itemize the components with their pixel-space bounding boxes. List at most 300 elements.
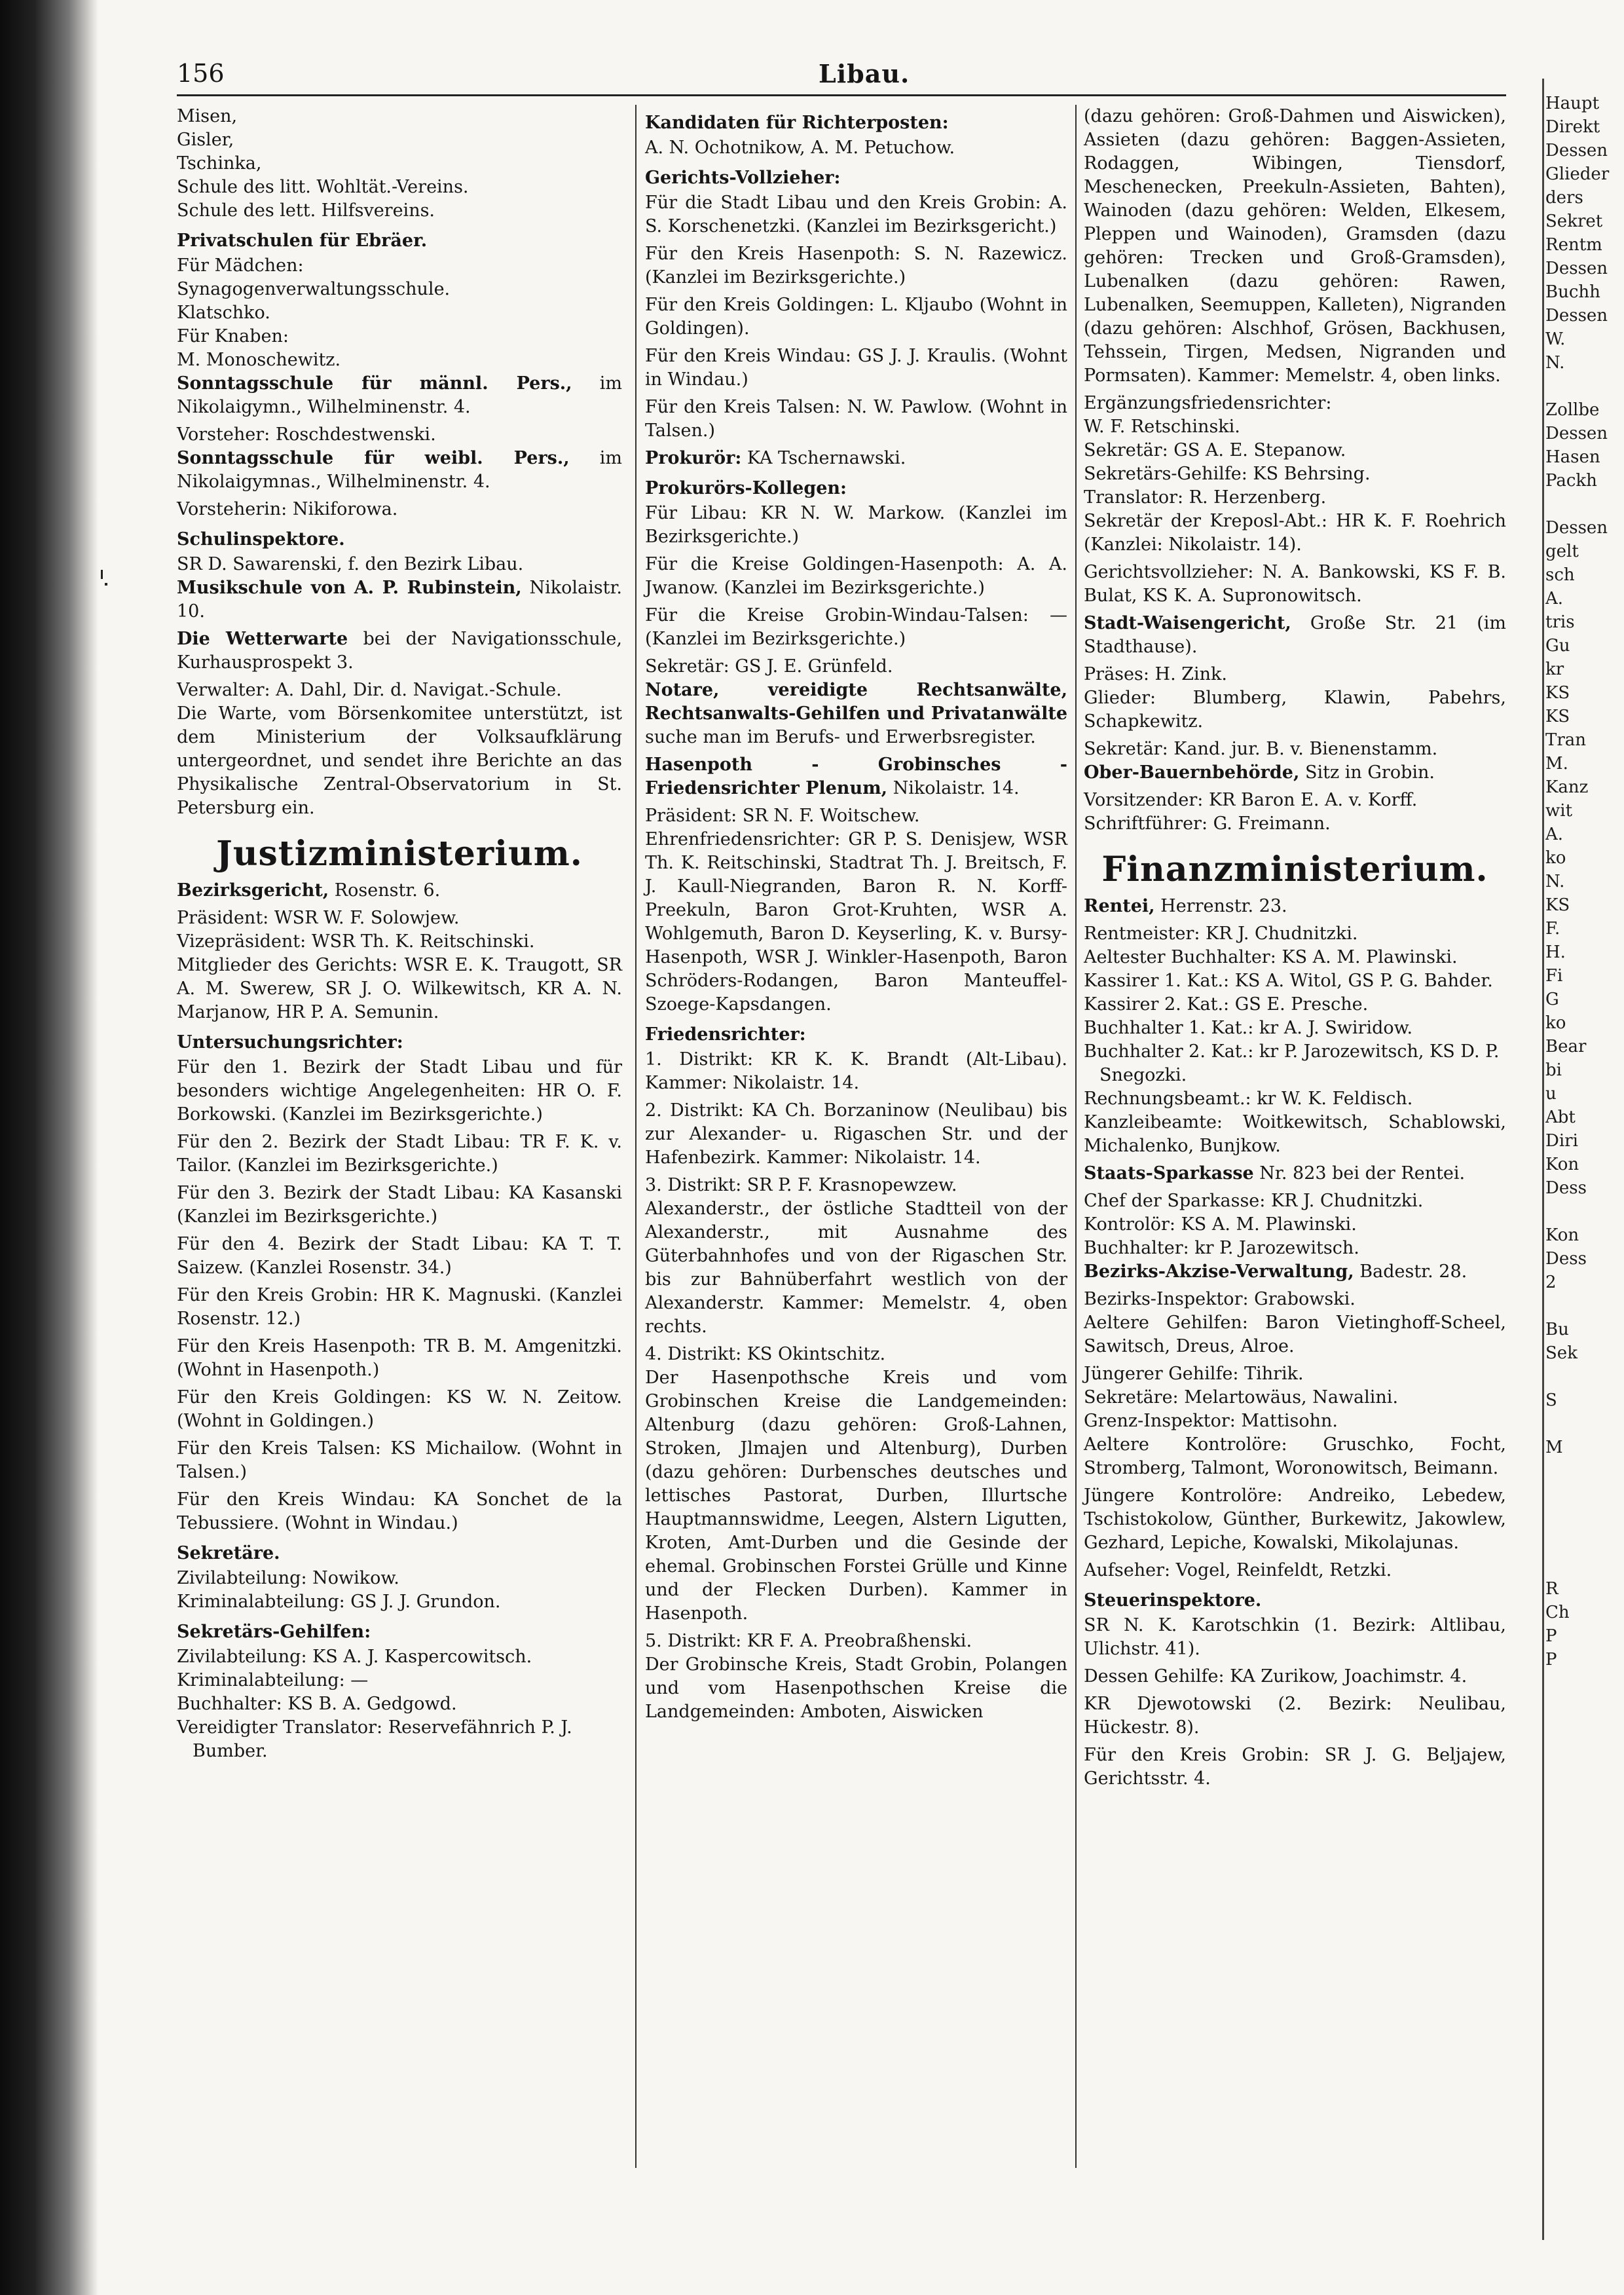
next-page-line: N. xyxy=(1545,872,1565,891)
entry-label: Staats-Sparkasse xyxy=(1084,1163,1254,1184)
entry-paragraph xyxy=(177,1130,622,1178)
entry-text: Buchhalter: kr P. Jarozewitsch. xyxy=(1084,1238,1359,1258)
entry-text: Grenz-Inspektor: Mattisohn. xyxy=(1084,1411,1338,1431)
next-page-line: ko xyxy=(1545,1013,1566,1033)
section-heading: Steuerinspektore. xyxy=(1084,1590,1262,1611)
entry-text: Der Grobinsche Kreis, Stadt Grobin, Polangen und vom Hasenpothschen Kreise die Landgemeinden: Amboten, Aiswicken xyxy=(645,1654,1067,1722)
ministry-heading: Justizministerium. xyxy=(216,834,583,874)
entry-text: Gisler, xyxy=(177,130,234,150)
entry-text: KR Djewotowski (2. Bezirk: Neulibau, Hückestr. 8). xyxy=(1084,1694,1506,1738)
next-page-line: Sek xyxy=(1545,1343,1578,1363)
entry-text: Für den Kreis Goldingen: KS W. N. Zeitow. (Wohnt in Goldingen.) xyxy=(177,1387,622,1431)
entry-text: 5. Distrikt: KR F. A. Preobraßhenski. xyxy=(645,1631,972,1651)
entry-paragraph xyxy=(177,954,622,1024)
entry-text: Für den 3. Bezirk der Stadt Libau: KA Kasanski (Kanzlei im Bezirksgerichte.) xyxy=(177,1183,622,1227)
entry-text: Für den Kreis Grobin: HR K. Magnuski. (Kanzlei Rosenstr. 12.) xyxy=(177,1285,622,1329)
entry-text: Synagogenverwaltungsschule. xyxy=(177,279,451,299)
entry-paragraph xyxy=(1084,761,1506,785)
entry-text: Aeltester Buchhalter: KS A. M. Plawinski. xyxy=(1084,947,1458,967)
entry-line xyxy=(177,254,622,278)
entry-paragraph xyxy=(645,242,1067,289)
next-page-line: KS xyxy=(1545,683,1570,703)
next-page-line: Fi xyxy=(1545,966,1563,986)
next-page-line: G xyxy=(1545,990,1559,1009)
next-page-line: wit xyxy=(1545,801,1573,821)
next-page-line: Buchh xyxy=(1545,282,1600,302)
entry-text: Für den 4. Bezirk der Stadt Libau: KA T. T. Saizew. (Kanzlei Rosenstr. 34.) xyxy=(177,1234,622,1278)
entry-line xyxy=(177,348,622,372)
entry-text: Aufseher: Vogel, Reinfeldt, Retzki. xyxy=(1084,1560,1392,1580)
next-page-line xyxy=(1545,1483,1624,1506)
next-page-line: ders xyxy=(1545,188,1583,208)
entry-text: Sitz in Grobin. xyxy=(1299,762,1435,783)
entry-line xyxy=(177,930,622,954)
entry-line xyxy=(177,176,622,199)
next-page-line: ko xyxy=(1545,848,1566,868)
entry-paragraph xyxy=(1084,686,1506,734)
entry-line xyxy=(1084,1017,1506,1040)
entry-text: bei der Navigationsschule, Kurhausprospekt 3. xyxy=(177,629,622,673)
entry-line xyxy=(177,679,622,702)
entry-line xyxy=(1084,462,1506,486)
entry-line xyxy=(177,105,622,128)
entry-text: Rechnungsbeamt.: kr W. K. Feldisch. xyxy=(1084,1089,1413,1109)
entry-text: Vorsteherin: Nikiforowa. xyxy=(177,499,398,519)
entry-label: Notare, vereidigte Rechtsanwälte, Rechtsanwalts-Gehilfen und Privatanwälte xyxy=(645,680,1067,724)
entry-text: (dazu gehören: Groß-Dahmen und Aiswicken), Assieten (dazu gehören: Baggen-Assieten, Rodaggen, Wibingen, Tiensdorf, Meschenecken, Preekuln-Assieten, Bahten), Wainoden (dazu gehören: Welden, Elkesem, Pleppen und Wainoden), Gramsden (dazu gehören: Trecken und Groß-Gramsden), Lubenalken (dazu gehören: Rawen, Lubenalken, Seemuppen, Kalleten), Nigranden (dazu gehören: Alschhof, Grösen, Backhusen, Tehssein, Tirgen, Medsen, Nigranden und Pormsaten). Kammer: Memelstr. 4, oben links. xyxy=(1084,106,1506,386)
next-page-line: Dessen xyxy=(1545,306,1608,326)
section-heading: Sekretäre. xyxy=(177,1543,280,1563)
next-page-line xyxy=(1545,375,1624,398)
next-page-line: M xyxy=(1545,1438,1563,1457)
entry-paragraph xyxy=(1084,1614,1506,1661)
entry-text: Sekretär der Kreposl-Abt.: HR K. F. Roehrich (Kanzlei: Nikolaistr. 14). xyxy=(1084,511,1506,555)
page-number: 156 xyxy=(177,59,225,88)
next-page-line: Dessen xyxy=(1545,424,1608,443)
entry-line xyxy=(1084,993,1506,1017)
entry-text: Kriminalabteilung: — xyxy=(177,1670,369,1690)
entry-paragraph xyxy=(1084,895,1506,918)
entry-paragraph xyxy=(1084,1744,1506,1791)
entry-line xyxy=(645,1343,1067,1366)
next-page-line: Bear xyxy=(1545,1037,1587,1056)
entry-text: Nikolaistr. 14. xyxy=(887,778,1020,798)
column-middle xyxy=(645,105,1067,1728)
entry-paragraph xyxy=(1084,561,1506,608)
next-page-line: Bu xyxy=(1545,1320,1569,1339)
entry-paragraph xyxy=(1084,1162,1506,1185)
entry-paragraph xyxy=(177,879,622,903)
entry-text: Für die Stadt Libau und den Kreis Grobin: A. S. Korschenetzki. (Kanzlei im Bezirksgericht.) xyxy=(645,193,1067,236)
entry-line xyxy=(1084,392,1506,415)
entry-line xyxy=(1084,1362,1506,1386)
entry-paragraph xyxy=(177,1437,622,1484)
next-page-line: Glieder xyxy=(1545,164,1610,184)
entry-text: 2. Distrikt: KA Ch. Borzaninow (Neulibau) bis zur Alexander- u. Rigaschen Str. und der Hafenbezirk. Kammer: Nikolaistr. 14. xyxy=(645,1100,1067,1168)
entry-text: Mitglieder des Gerichts: WSR E. K. Traugott, SR A. M. Swerew, SR J. O. Wilkewitsch, KR A. N. Marjanow, HR P. A. Semunin. xyxy=(177,955,622,1022)
next-page-line: kr xyxy=(1545,660,1564,679)
entry-text: Für die Kreise Goldingen-Hasenpoth: A. A. Jwanow. (Kanzlei im Bezirksgerichte.) xyxy=(645,554,1067,598)
entry-paragraph xyxy=(1084,105,1506,388)
entry-line xyxy=(1084,1409,1506,1433)
next-page-line xyxy=(1545,1506,1624,1530)
section-heading: Privatschulen für Ebräer. xyxy=(177,231,428,251)
entry-text: Rosenstr. 6. xyxy=(329,880,441,901)
entry-text: Ehrenfriedensrichter: GR P. S. Denisjew, WSR Th. K. Reitschinski, Stadtrat Th. J. Breitsch, F. J. Kaull-Niegranden, Baron R. N. Korff-Preekuln, Baron Grot-Kruhten, WSR A. Wohlgemuth, Baron D. Keyserling, K. v. Bursy-Hasenpoth, WSR J. Winkler-Hasenpoth, Baron Schröders-Rodangen, Baron Manteuffel-Szoege-Kapsdangen. xyxy=(645,829,1067,1015)
entry-line xyxy=(177,1692,622,1716)
next-page-line: P xyxy=(1545,1626,1557,1646)
entry-text: Vorsitzender: KR Baron E. A. v. Korff. xyxy=(1084,790,1418,810)
next-page-line: Dess xyxy=(1545,1178,1587,1198)
entry-line xyxy=(1084,737,1506,761)
next-page-line: Haupt xyxy=(1545,94,1600,113)
entry-text: Vorsteher: Roschdestwenski. xyxy=(177,424,436,445)
section-heading: Sekretärs-Gehilfen: xyxy=(177,1622,371,1642)
entry-text: Misen, xyxy=(177,106,238,126)
next-page-line xyxy=(1545,1530,1624,1554)
entry-text: Sekretärs-Gehilfe: KS Behrsing. xyxy=(1084,464,1371,484)
column-left xyxy=(177,105,622,1763)
entry-paragraph xyxy=(177,447,622,494)
next-page-line xyxy=(1545,493,1624,516)
next-page-line: F. xyxy=(1545,919,1560,939)
next-page-line: Dess xyxy=(1545,1249,1587,1269)
entry-text: 1. Distrikt: KR K. K. Brandt (Alt-Libau). Kammer: Nikolaistr. 14. xyxy=(645,1049,1067,1093)
entry-line xyxy=(1084,946,1506,969)
entry-paragraph xyxy=(645,191,1067,238)
entry-text: Für den Kreis Talsen: N. W. Pawlow. (Wohnt in Talsen.) xyxy=(645,397,1067,441)
next-page-line: gelt xyxy=(1545,542,1579,561)
entry-label: Sonntagsschule für männl. Pers., xyxy=(177,373,572,394)
entry-text: Herrenstr. 23. xyxy=(1154,896,1287,916)
entry-line xyxy=(177,1590,622,1614)
entry-paragraph xyxy=(1084,1311,1506,1358)
entry-paragraph xyxy=(645,553,1067,600)
entry-paragraph xyxy=(645,396,1067,443)
entry-text: Jüngerer Gehilfe: Tihrik. xyxy=(1084,1364,1304,1384)
entry-text: Kriminalabteilung: GS J. J. Grundon. xyxy=(177,1592,501,1612)
entry-text: Sekretär: GS A. E. Stepanow. xyxy=(1084,440,1346,460)
entry-text: Dessen Gehilfe: KA Zurikow, Joachimstr. 4. xyxy=(1084,1666,1467,1687)
next-page-edge xyxy=(1542,79,1544,2240)
entry-line xyxy=(177,498,622,521)
entry-text: Sekretäre: Melartowäus, Nawalini. xyxy=(1084,1387,1399,1408)
entry-paragraph xyxy=(1084,1484,1506,1555)
entry-line xyxy=(177,423,622,447)
entry-text: Jüngere Kontrolöre: Andreiko, Lebedew, Tschistokolow, Günther, Burkewitz, Jakowlew, Gezhard, Lepiche, Kowalski, Mikolajunas. xyxy=(1084,1485,1506,1553)
next-page-line: R xyxy=(1545,1579,1559,1599)
entry-text: Badestr. 28. xyxy=(1354,1261,1467,1282)
entry-paragraph xyxy=(645,345,1067,392)
next-page-line: bi xyxy=(1545,1060,1562,1080)
next-page-line: Gu xyxy=(1545,636,1570,656)
next-page-line: tris xyxy=(1545,612,1575,632)
entry-line xyxy=(1084,922,1506,946)
next-page-line: 2 xyxy=(1545,1273,1557,1292)
entry-text: Kassirer 1. Kat.: KS A. Witol, GS P. G. Bahder. xyxy=(1084,971,1493,991)
next-page-line: Kon xyxy=(1545,1155,1579,1174)
next-page-line xyxy=(1545,1365,1624,1389)
next-page-line xyxy=(1545,1412,1624,1436)
next-page-line: KS xyxy=(1545,895,1570,915)
entry-text: Für den Kreis Windau: GS J. J. Kraulis. (Wohnt in Windau.) xyxy=(645,346,1067,390)
entry-text: Für die Kreise Grobin-Windau-Talsen: — (Kanzlei im Bezirksgerichte.) xyxy=(645,605,1067,649)
entry-text: Bezirks-Inspektor: Grabowski. xyxy=(1084,1289,1356,1309)
page-header xyxy=(177,52,1506,98)
entry-paragraph xyxy=(645,293,1067,341)
entry-paragraph xyxy=(645,1099,1067,1170)
next-page-line: Rentm xyxy=(1545,235,1602,255)
entry-text: Für den Kreis Hasenpoth: TR B. M. Amgenitzki. (Wohnt in Hasenpoth.) xyxy=(177,1336,622,1380)
entry-line xyxy=(645,136,1067,160)
entry-text: Sekretär: Kand. jur. B. v. Bienenstamm. xyxy=(1084,739,1438,759)
entry-line xyxy=(1084,1189,1506,1213)
entry-line xyxy=(177,1567,622,1590)
next-page-line xyxy=(1545,1200,1624,1223)
entry-text: Rentmeister: KR J. Chudnitzki. xyxy=(1084,924,1358,944)
ministry-heading: Finanzministerium. xyxy=(1101,849,1488,889)
entry-line xyxy=(645,1174,1067,1197)
entry-label: Hasenpoth - Grobinsches - Friedensrichter Plenum, xyxy=(645,755,1067,798)
entry-text: KA Tschernawski. xyxy=(741,448,906,468)
next-page-line: P xyxy=(1545,1650,1557,1670)
entry-label: Stadt-Waisengericht, xyxy=(1084,613,1291,633)
entry-line xyxy=(645,655,1067,679)
entry-text: Kontrolör: KS A. M. Plawinski. xyxy=(1084,1214,1357,1235)
entry-line xyxy=(1084,1237,1506,1260)
entry-text: Verwalter: A. Dahl, Dir. d. Navigat.-Schule. xyxy=(177,680,562,700)
entry-label: Bezirksgericht, xyxy=(177,880,329,901)
running-title: Libau. xyxy=(819,59,910,88)
entry-paragraph xyxy=(177,1335,622,1382)
next-page-line: M. xyxy=(1545,754,1568,774)
entry-paragraph xyxy=(1084,1111,1506,1158)
next-page-fragment xyxy=(1545,92,1624,1926)
entry-line xyxy=(1084,439,1506,462)
next-page-line: A. xyxy=(1545,589,1564,608)
entry-paragraph xyxy=(1084,1665,1506,1689)
next-page-line: S xyxy=(1545,1390,1557,1410)
entry-paragraph xyxy=(1084,1433,1506,1480)
entry-label: Sonntagsschule für weibl. Pers., xyxy=(177,448,570,468)
entry-text: Für Knaben: xyxy=(177,326,289,346)
entry-line xyxy=(1084,663,1506,686)
entry-text: suche man im Berufs- und Erwerbsregister. xyxy=(645,727,1036,747)
entry-paragraph xyxy=(1084,1260,1506,1284)
next-page-line: N. xyxy=(1545,353,1565,373)
entry-line xyxy=(1084,969,1506,993)
next-page-line: Tran xyxy=(1545,730,1587,750)
section-heading: Untersuchungsrichter: xyxy=(177,1032,403,1053)
next-page-line: W. xyxy=(1545,329,1566,349)
entry-text: Nr. 823 bei der Rentei. xyxy=(1253,1163,1466,1184)
entry-paragraph xyxy=(177,1488,622,1535)
next-page-line: Dessen xyxy=(1545,259,1608,278)
next-page-line xyxy=(1545,1294,1624,1318)
section-heading: Schulinspektore. xyxy=(177,529,345,550)
entry-text: Translator: R. Herzenberg. xyxy=(1084,487,1327,508)
entry-text: SR D. Sawarenski, f. den Bezirk Libau. xyxy=(177,554,524,574)
entry-text: Große Str. 21 (im Stadthause). xyxy=(1084,613,1506,657)
entry-text: Sekretär: GS J. E. Grünfeld. xyxy=(645,656,893,677)
next-page-line: Ch xyxy=(1545,1603,1570,1622)
entry-text: Für den Kreis Grobin: SR J. G. Beljajew, Gerichtsstr. 4. xyxy=(1084,1745,1506,1789)
entry-paragraph xyxy=(645,679,1067,749)
entry-line xyxy=(177,278,622,301)
entry-text: Buchhalter 2. Kat.: kr P. Jarozewitsch, KS D. P. Snegozki. xyxy=(1084,1041,1500,1085)
entry-paragraph xyxy=(645,1366,1067,1626)
book-page xyxy=(177,52,1506,2266)
entry-paragraph xyxy=(177,1233,622,1280)
section-heading: Friedensrichter: xyxy=(645,1024,806,1045)
entry-text: im Nikolaigymnas., Wilhelminenstr. 4. xyxy=(177,448,622,492)
next-page-line: A. xyxy=(1545,825,1564,844)
entry-line xyxy=(1084,1559,1506,1582)
entry-label: Rentei, xyxy=(1084,896,1155,916)
entry-text: Glieder: Blumberg, Klawin, Pabehrs, Schapkewitz. xyxy=(1084,688,1506,732)
entry-text: 3. Distrikt: SR P. F. Krasnopewzew. xyxy=(645,1175,957,1195)
entry-line xyxy=(1084,812,1506,836)
entry-line xyxy=(177,325,622,348)
next-page-line: Hasen xyxy=(1545,447,1600,467)
entry-paragraph xyxy=(645,502,1067,549)
entry-paragraph xyxy=(177,1284,622,1331)
entry-line xyxy=(1084,1087,1506,1111)
entry-label: Bezirks-Akzise-Verwaltung, xyxy=(1084,1261,1354,1282)
entry-text: Präsident: SR N. F. Woitschew. xyxy=(645,806,920,826)
next-page-line: Kon xyxy=(1545,1225,1579,1245)
entry-paragraph xyxy=(1084,510,1506,557)
entry-text: Vereidigter Translator: Reservefähnrich P. J. Bumber. xyxy=(177,1717,572,1761)
entry-text: Vizepräsident: WSR Th. K. Reitschinski. xyxy=(177,931,535,952)
entry-paragraph xyxy=(177,1386,622,1433)
entry-text: Kanzleibeamte: Woitkewitsch, Schablowski, Michalenko, Bunjkow. xyxy=(1084,1112,1506,1156)
entry-text: Buchhalter: KS B. A. Gedgowd. xyxy=(177,1694,457,1714)
entry-line xyxy=(1084,486,1506,510)
entry-label: Die Wetterwarte xyxy=(177,629,348,649)
entry-text: Für den 2. Bezirk der Stadt Libau: TR F. K. v. Tailor. (Kanzlei im Bezirksgerichte.) xyxy=(177,1132,622,1176)
entry-text: Buchhalter 1. Kat.: kr A. J. Swiridow. xyxy=(1084,1018,1413,1038)
next-page-line: Kanz xyxy=(1545,777,1589,797)
entry-text: Schule des litt. Wohltät.-Vereins. xyxy=(177,177,469,197)
entry-text: Präses: H. Zink. xyxy=(1084,664,1227,684)
next-page-line: Zollbe xyxy=(1545,400,1600,420)
entry-text: Für Libau: KR N. W. Markow. (Kanzlei im Bezirksgerichte.) xyxy=(645,503,1067,547)
entry-line xyxy=(1084,415,1506,439)
entry-paragraph xyxy=(645,604,1067,651)
entry-line xyxy=(177,1645,622,1669)
entry-line xyxy=(1084,789,1506,812)
next-page-line: sch xyxy=(1545,565,1575,585)
entry-paragraph xyxy=(177,702,622,820)
entry-text: Für den 1. Bezirk der Stadt Libau und für besonders wichtige Angelegenheiten: HR O. F. Borkowski. (Kanzlei im Bezirksgerichte.) xyxy=(177,1057,622,1125)
entry-text: Aeltere Kontrolöre: Gruschko, Focht, Stromberg, Talmont, Woronowitsch, Beimann. xyxy=(1084,1434,1506,1478)
entry-line xyxy=(177,128,622,152)
entry-text: Ergänzungsfriedensrichter: xyxy=(1084,393,1332,413)
entry-paragraph xyxy=(645,1653,1067,1724)
entry-label: Musikschule von A. P. Rubinstein, xyxy=(177,578,522,598)
entry-text: Klatschko. xyxy=(177,303,270,323)
entry-paragraph xyxy=(645,828,1067,1017)
section-heading: Kandidaten für Richterposten: xyxy=(645,113,949,133)
entry-text: M. Monoschewitz. xyxy=(177,350,341,370)
next-page-line xyxy=(1545,1459,1624,1483)
entry-text: Schule des lett. Hilfsvereins. xyxy=(177,200,435,221)
next-page-line: Direkt xyxy=(1545,117,1600,137)
entry-text: Nikolaistr. 10. xyxy=(177,578,622,622)
entry-text: Für den Kreis Goldingen: L. Kljaubo (Wohnt in Goldingen). xyxy=(645,295,1067,339)
entry-label: Ober-Bauernbehörde, xyxy=(1084,762,1300,783)
entry-text: W. F. Retschinski. xyxy=(1084,417,1240,437)
next-page-line: u xyxy=(1545,1084,1557,1104)
next-page-line xyxy=(1545,1554,1624,1577)
entry-line xyxy=(645,804,1067,828)
next-page-line: KS xyxy=(1545,707,1570,726)
entry-text: Gerichtsvollzieher: N. A. Bankowski, KS F. B. Bulat, KS K. A. Supronowitsch. xyxy=(1084,562,1506,606)
entry-text: Die Warte, vom Börsenkomitee unterstützt, ist dem Ministerium der Volksaufklärung untergeordnet, und sendet ihre Berichte an das Physikalische Zentral-Observatorium in St. Petersburg ein. xyxy=(177,703,622,818)
entry-paragraph xyxy=(177,1182,622,1229)
entry-text: Chef der Sparkasse: KR J. Chudnitzki. xyxy=(1084,1191,1424,1211)
entry-line xyxy=(645,1630,1067,1653)
entry-text: Der Hasenpothsche Kreis und vom Grobinschen Kreise die Landgemeinden: Altenburg (dazu gehören: Groß-Lahnen, Stroken, Jlmajen und Altenburg), Durben (dazu gehören: Durbensches deutsches und lettisches Pastorat, Durben, Illurtsche Hauptmannswidme, Leegen, Alstern Ligutten, Kroten, Amt-Durben und die Gesinde der ehemal. Grobinschen Forstei Grülle und Kinne und der Flecken Durben). Kammer in Hasenpoth. xyxy=(645,1368,1067,1624)
entry-text: Alexanderstr., der östliche Stadtteil von der Alexanderstr., mit Ausnahme des Güterbahnhofes und von der Rigaschen Str. bis zur Bahnüberfahrt westlich von der Alexanderstr. Kammer: Memelstr. 4, oben rechts. xyxy=(645,1199,1067,1337)
entry-text: im Nikolaigymn., Wilhelminenstr. 4. xyxy=(177,373,622,417)
entry-text: Tschinka, xyxy=(177,153,262,174)
entry-text: A. N. Ochotnikow, A. M. Petuchow. xyxy=(645,138,955,158)
next-page-line: H. xyxy=(1545,942,1566,962)
section-heading: Gerichts-Vollzieher: xyxy=(645,168,841,188)
entry-paragraph xyxy=(645,1048,1067,1095)
entry-paragraph xyxy=(177,627,622,675)
entry-text: Präsident: WSR W. F. Solowjew. xyxy=(177,908,460,928)
entry-text: Für den Kreis Talsen: KS Michailow. (Wohnt in Talsen.) xyxy=(177,1438,622,1482)
entry-paragraph xyxy=(645,753,1067,800)
section-heading: Prokurörs-Kollegen: xyxy=(645,478,847,498)
next-page-line: Abt xyxy=(1545,1108,1576,1127)
entry-label: Prokurör: xyxy=(645,448,742,468)
entry-text: Zivilabteilung: KS A. J. Kaspercowitsch. xyxy=(177,1647,532,1667)
entry-line xyxy=(177,199,622,223)
entry-line xyxy=(177,301,622,325)
entry-line xyxy=(177,553,622,576)
entry-text: 4. Distrikt: KS Okintschitz. xyxy=(645,1344,886,1364)
header-rule xyxy=(177,94,1506,96)
entry-line xyxy=(177,152,622,176)
entry-paragraph xyxy=(1084,612,1506,659)
entry-text: Für den Kreis Hasenpoth: S. N. Razewicz. (Kanzlei im Bezirksgerichte.) xyxy=(645,244,1067,288)
entry-line xyxy=(1084,1386,1506,1409)
entry-text: Aeltere Gehilfen: Baron Vietinghoff-Scheel, Sawitsch, Dreus, Alroe. xyxy=(1084,1313,1506,1356)
entry-line xyxy=(1084,1040,1506,1087)
scan-artifact-marks xyxy=(98,563,111,603)
entry-line xyxy=(1084,1213,1506,1237)
entry-text: SR N. K. Karotschkin (1. Bezirk: Altlibau, Ulichstr. 41). xyxy=(1084,1615,1506,1659)
entry-text: Zivilabteilung: Nowikow. xyxy=(177,1568,399,1588)
next-page-line: Packh xyxy=(1545,471,1597,491)
entry-paragraph xyxy=(645,1197,1067,1339)
column-right xyxy=(1084,105,1506,1795)
entry-paragraph xyxy=(177,1056,622,1127)
entry-text: Für Mädchen: xyxy=(177,255,304,276)
entry-line xyxy=(177,1669,622,1692)
entry-text: Für den Kreis Windau: KA Sonchet de la Tebussiere. (Wohnt in Windau.) xyxy=(177,1489,622,1533)
entry-line xyxy=(177,906,622,930)
next-page-line: Dessen xyxy=(1545,141,1608,160)
book-spine-shadow xyxy=(0,0,98,2295)
column-divider xyxy=(635,105,637,2168)
entry-line xyxy=(177,1716,622,1763)
entry-paragraph xyxy=(645,447,1067,470)
